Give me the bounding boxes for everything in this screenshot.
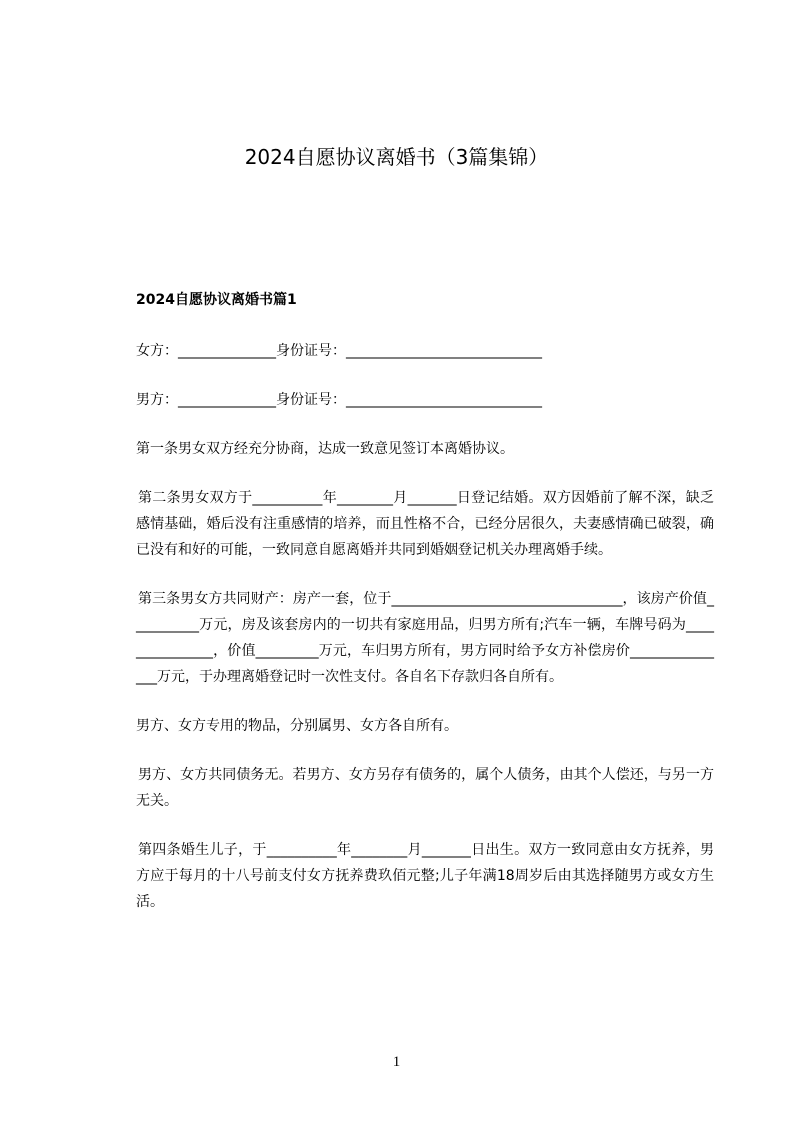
paragraph-male-party: 男方：______________身份证号：____________________________ <box>136 392 542 408</box>
document-title: 2024自愿协议离婚书（3篇集锦） <box>244 145 549 169</box>
section-title: 2024自愿协议离婚书篇1 <box>136 292 297 308</box>
document-body <box>136 290 714 938</box>
paragraph-personal-items: 男方、女方专用的物品，分别属男、女方各自所有。 <box>136 718 458 734</box>
page-number: 1 <box>392 1054 401 1070</box>
paragraph-article-3: 第三条男女方共同财产：房产一套，位于_________________________________，该房产价值__________万元，房及该套房内的一切共有家庭用品，归男方所有;汽车一辆，车牌号码为_______________，价值_________万元，车归男方所有，男方同时给予女方补偿房价_______________万元，于办理离婚登记时一次性支付。各自名下存款归各自所有。 <box>136 591 714 685</box>
paragraph-article-4: 第四条婚生儿子，于__________年________月_______日出生。双方一致同意由女方抚养，男方应于每月的十八号前支付女方抚养费玖佰元整;儿子年满18周岁后由其选择随男方或女方生活。 <box>136 842 714 910</box>
paragraph-female-party: 女方：______________身份证号：____________________________ <box>136 343 542 359</box>
paragraph-debts: 男方、女方共同债务无。若男方、女方另存有债务的，属个人债务，由其个人偿还，与另一方无关。 <box>136 767 714 809</box>
paragraph-article-1: 第一条男女双方经充分协商，达成一致意见签订本离婚协议。 <box>136 441 514 457</box>
paragraph-article-2: 第二条男女双方于__________年________月_______日登记结婚。双方因婚前了解不深，缺乏感情基础，婚后没有注重感情的培养，而且性格不合，已经分居很久，夫妻感情确已破裂，确已没有和好的可能，一致同意自愿离婚并共同到婚姻登记机关办理离婚手续。 <box>136 490 714 558</box>
